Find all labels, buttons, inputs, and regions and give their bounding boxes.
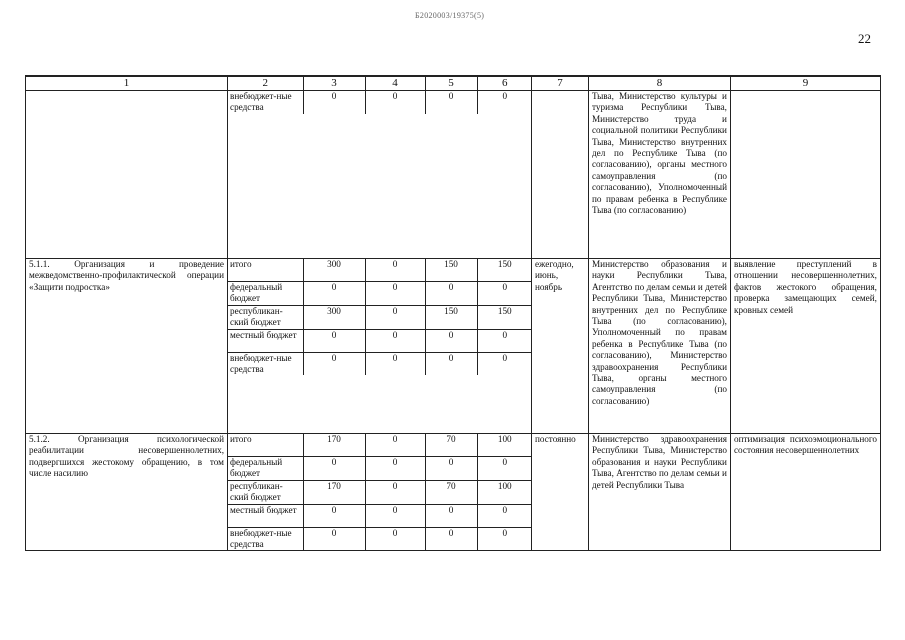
funding-subrow: [228, 282, 531, 306]
value-col-3: 300: [303, 259, 365, 282]
value-col-5: 70: [425, 434, 477, 457]
table-row: [26, 434, 881, 551]
value-col-3: 0: [303, 282, 365, 306]
value-col-6: 150: [477, 259, 531, 282]
funding-subrow: [228, 480, 531, 504]
value-col-4: 0: [365, 457, 425, 481]
value-col-4: 0: [365, 282, 425, 306]
value-col-3: 0: [303, 91, 365, 114]
funding-subrow: [228, 259, 531, 282]
value-col-4: 0: [365, 305, 425, 329]
column-number-row: [26, 76, 881, 91]
value-col-5: 150: [425, 259, 477, 282]
value-col-3: 0: [303, 504, 365, 527]
funding-cell: [228, 434, 532, 551]
period-cell: ежегодно, июнь, ноябрь: [531, 259, 588, 434]
funding-source: внебюджет-ные средства: [228, 527, 303, 550]
executors-cell: Тыва, Министерство культуры и туризма Республики Тыва, Министерство труда и социальной политики Республики Тыва, Министерство внутренних дел по Республике Тыва (по согласованию), органы местного самоуправления (по согласованию), Уполномоченный по правам ребенка в Республике Тыва (по согласованию): [588, 91, 730, 259]
value-col-5: 0: [425, 282, 477, 306]
result-cell: [730, 91, 880, 259]
value-col-6: 0: [502, 91, 508, 101]
funding-source: местный бюджет: [228, 504, 303, 527]
value-col-3: 0: [303, 457, 365, 481]
value-col-4: 0: [365, 434, 425, 457]
funding-subrow: [228, 352, 531, 375]
value-col-5: 0: [425, 352, 477, 375]
value-col-5: 0: [425, 329, 477, 352]
value-col-4: 0: [365, 91, 425, 114]
col-header-6: 6: [502, 77, 508, 89]
value-col-6: 0: [502, 527, 508, 538]
col-header-5: 5: [425, 77, 477, 90]
value-col-3: 0: [303, 329, 365, 352]
executors-cell: Министерство образования и науки Республики Тыва, Агентство по делам семьи и детей Республики Тыва, Министерство внутренних дел по Республике Тыва (по согласованию), Уполномоченный по правам ребенка в Республике Тыва (по согласованию), Министерство здравоохранения Республики Тыва, органы местного самоуправления (по согласованию): [588, 259, 730, 434]
funding-cell: [228, 91, 532, 259]
value-col-5: 0: [425, 457, 477, 481]
funding-source: федеральный бюджет: [228, 457, 303, 481]
value-col-5: 0: [425, 504, 477, 527]
activity-cell: 5.1.2. Организация психологической реабилитации несовершеннолетних, подвергшихся жестокому обращению, в том числе насилию: [26, 434, 228, 551]
value-col-4: 0: [365, 480, 425, 504]
funding-subrow: [228, 457, 531, 481]
funding-subrow: [228, 504, 531, 527]
col-header-7: 7: [531, 76, 588, 91]
value-col-5: 0: [425, 91, 477, 114]
period-cell: [531, 91, 588, 259]
funding-subrow: [228, 434, 531, 457]
table-body: [26, 91, 881, 551]
table-row: [26, 91, 881, 259]
funding-source: местный бюджет: [228, 329, 303, 352]
period-cell: постоянно: [531, 434, 588, 551]
value-col-6: 0: [502, 352, 508, 363]
program-table: [25, 75, 881, 551]
value-col-4: 0: [365, 329, 425, 352]
value-col-6: 0: [477, 282, 531, 306]
funding-subrow: [228, 305, 531, 329]
funding-source: итого: [228, 259, 303, 282]
col-header-2-6-group: [228, 76, 532, 91]
value-col-6: 0: [477, 329, 531, 352]
funding-source: внебюджет-ные средства: [228, 91, 303, 114]
col-header-1: 1: [26, 76, 228, 91]
value-col-6: 100: [477, 434, 531, 457]
value-col-5: 150: [425, 305, 477, 329]
executors-cell: Министерство здравоохранения Республики Тыва, Министерство образования и науки Республики Тыва, Агентство по делам семьи и детей Республики Тыва: [588, 434, 730, 551]
value-col-3: 300: [303, 305, 365, 329]
value-col-4: 0: [365, 352, 425, 375]
value-col-6: 100: [477, 480, 531, 504]
col-header-8: 8: [588, 76, 730, 91]
funding-source: республикан-ский бюджет: [228, 305, 303, 329]
funding-source: федеральный бюджет: [228, 282, 303, 306]
col-header-4: 4: [365, 77, 425, 90]
col-header-9: 9: [730, 76, 880, 91]
value-col-3: 170: [303, 480, 365, 504]
result-cell: оптимизация психоэмоционального состояния несовершеннолетних: [730, 434, 880, 551]
funding-source: итого: [228, 434, 303, 457]
document-id: Б2020003/19375(5): [415, 11, 485, 20]
value-col-5: 70: [425, 480, 477, 504]
value-col-4: 0: [365, 504, 425, 527]
value-col-3: 170: [303, 434, 365, 457]
funding-source: внебюджет-ные средства: [228, 352, 303, 375]
value-col-3: 0: [303, 527, 365, 550]
activity-cell: [26, 91, 228, 259]
value-col-6: 0: [477, 457, 531, 481]
value-col-6: 0: [477, 504, 531, 527]
activity-cell: 5.1.1. Организация и проведение межведомственно-профилактической операции «Защити подростка»: [26, 259, 228, 434]
page-number: 22: [858, 31, 871, 46]
value-col-6: 150: [477, 305, 531, 329]
result-cell: выявление преступлений в отношении несовершеннолетних, фактов жестокого обращения, проверка замещающих семей, кровных семей: [730, 259, 880, 434]
value-col-4: 0: [365, 259, 425, 282]
funding-source: республикан-ский бюджет: [228, 480, 303, 504]
funding-subrow: [228, 527, 531, 550]
funding-cell: [228, 259, 532, 434]
value-col-5: 0: [425, 527, 477, 550]
value-col-4: 0: [365, 527, 425, 550]
col-header-2: 2: [228, 77, 303, 90]
value-col-3: 0: [303, 352, 365, 375]
funding-subrow: [228, 91, 531, 114]
table-row: [26, 259, 881, 434]
col-header-3: 3: [303, 77, 365, 90]
funding-subrow: [228, 329, 531, 352]
